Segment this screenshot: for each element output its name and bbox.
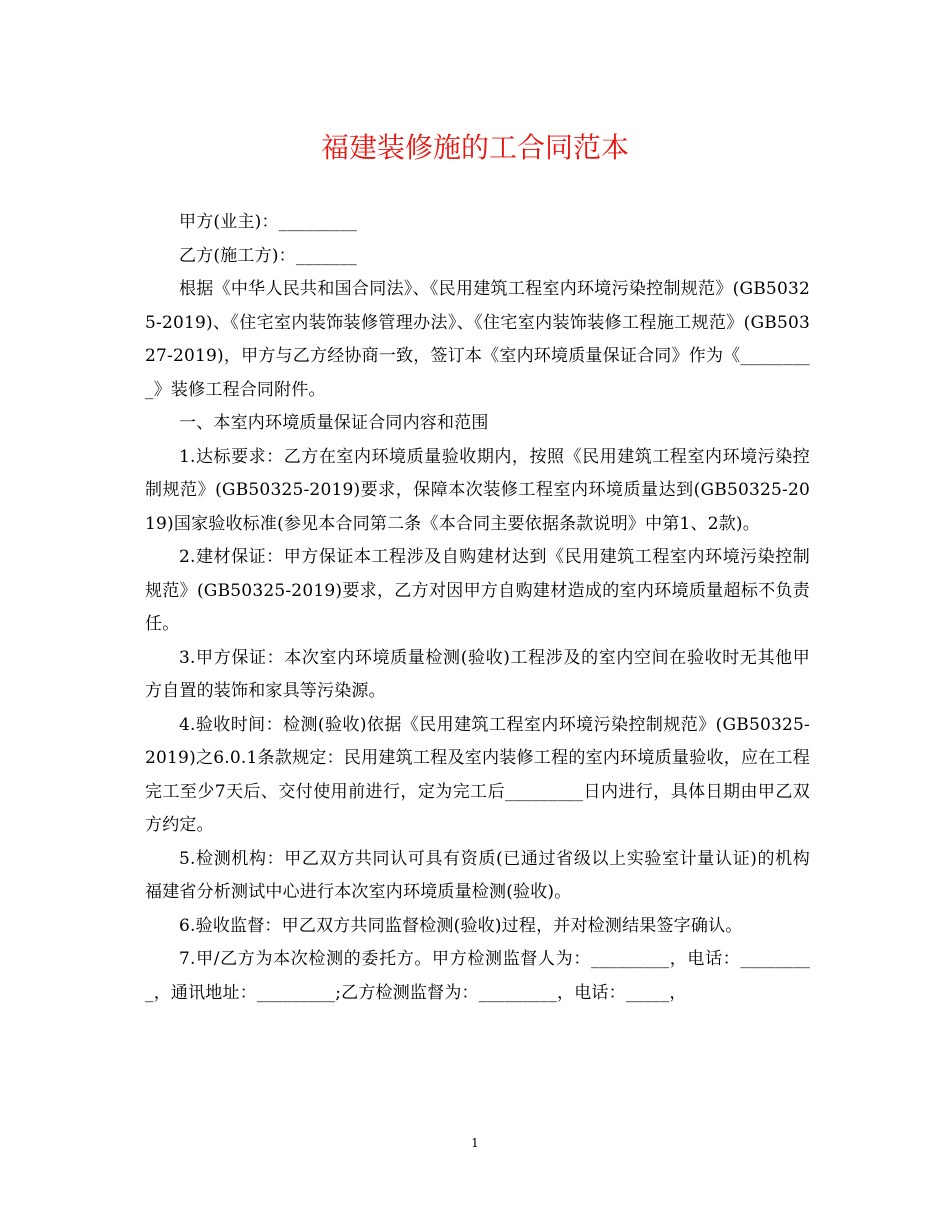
document-title: 福建装修施的工合同范本 (320, 131, 629, 164)
page-number: 1 (471, 1136, 479, 1150)
preamble-paragraph: 根据《中华人民共和国合同法》、《民用建筑工程室内环境污染控制规范》(GB50325-2019)、《住宅室内装饰装修管理办法》、《住宅室内装饰装修工程施工规范》(GB50327-2019)，甲方与乙方经协商一致，签订本《室内环境质量保证合同》作为《_________》装修工程合同附件。 (145, 279, 810, 400)
clause-6: 6.验收监督：甲乙双方共同监督检测(验收)过程，并对检测结果签字确认。 (179, 915, 743, 936)
clause-4: 4.验收时间：检测(验收)依据《民用建筑工程室内环境污染控制规范》(GB50325-2019)之6.0.1条款规定：民用建筑工程及室内装修工程的室内环境质量验收，应在工程完工至少7天后、交付使用前进行，定为完工后_________日内进行，具体日期由甲乙双方约定。 (145, 714, 810, 835)
party-a-line: 甲方(业主)：_________ (179, 212, 357, 232)
clause-7: 7.甲/乙方为本次检测的委托方。甲方检测监督人为：_________，电话：_________，通讯地址：_________;乙方检测监督为：_________，电话：_____， (145, 949, 810, 1003)
document-body (145, 206, 810, 1010)
party-b-line: 乙方(施工方)：_______ (179, 245, 357, 266)
section-heading: 一、本室内环境质量保证合同内容和范围 (179, 413, 489, 433)
clause-5: 5.检测机构：甲乙双方共同认可具有资质(已通过省级以上实验室计量认证)的机构福建省分析测试中心进行本次室内环境质量检测(验收)。 (145, 848, 810, 902)
clause-3: 3.甲方保证：本次室内环境质量检测(验收)工程涉及的室内空间在验收时无其他甲方自置的装饰和家具等污染源。 (145, 647, 810, 701)
clause-2: 2.建材保证：甲方保证本工程涉及自购建材达到《民用建筑工程室内环境污染控制规范》(GB50325-2019)要求，乙方对因甲方自购建材造成的室内环境质量超标不负责任。 (145, 547, 810, 634)
clause-1: 1.达标要求：乙方在室内环境质量验收期内，按照《民用建筑工程室内环境污染控制规范》(GB50325-2019)要求，保障本次装修工程室内环境质量达到(GB50325-2019)国家验收标准(参见本合同第二条《本合同主要依据条款说明》中第1、2款)。 (145, 446, 810, 534)
